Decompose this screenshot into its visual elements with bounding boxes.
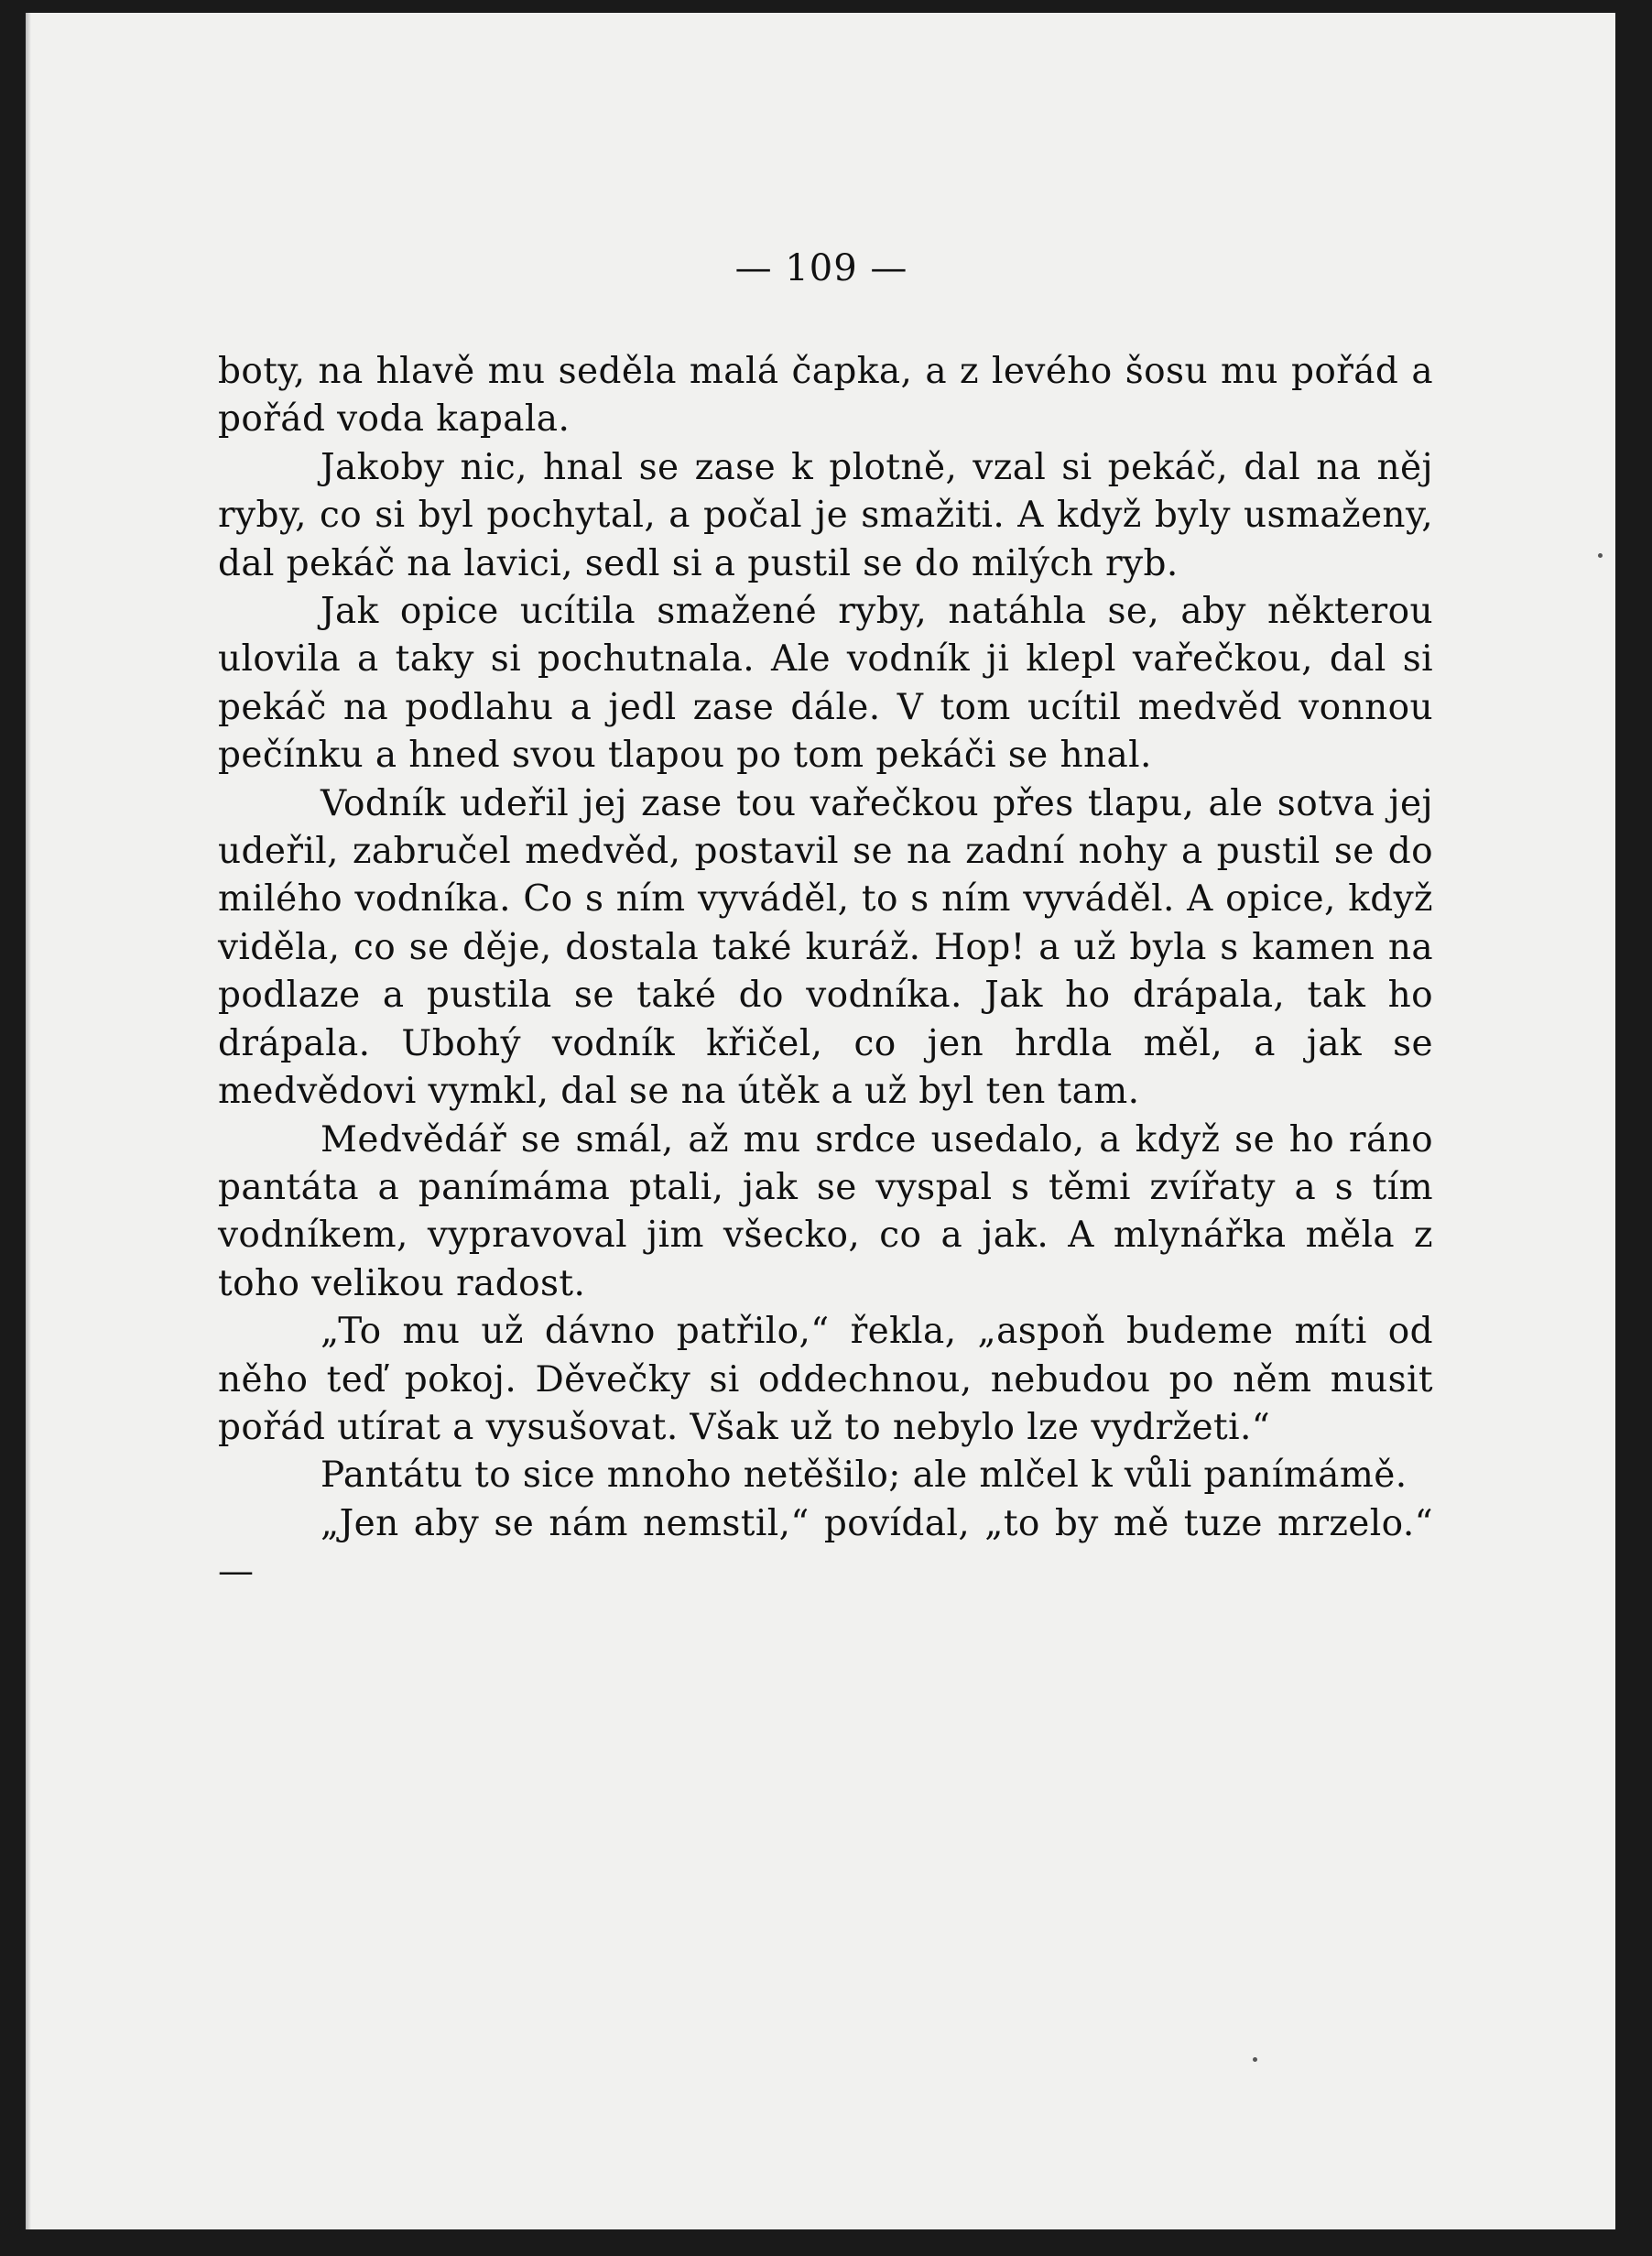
paragraph: „Jen aby se nám nemstil,“ povídal, „to by mě tuze mrzelo.“ — [218, 1502, 1433, 1593]
page-edge-shadow [26, 13, 31, 2229]
paragraph: boty, na hlavě mu seděla malá čapka, a z levého šosu mu pořád a pořád voda kapala. [218, 351, 1433, 441]
page-number: — 109 — [734, 247, 908, 289]
body-text [218, 348, 1433, 1597]
paper-speck [1598, 553, 1603, 558]
paragraph: Jak opice ucítila smažené ryby, natáhla se, aby některou ulovila a taky si pochutnala. Ale vodník ji klepl vařečkou, dal si pekáč na podlahu a jedl zase dále. V tom ucítil medvěd vonnou pečínku a hned svou tlapou po tom pekáči se hnal. [218, 591, 1433, 777]
paragraph: „To mu už dávno patřilo,“ řekla, „aspoň budeme míti od něho teď pokoj. Děvečky si oddechnou, nebudou po něm musit pořád utírat a vysušovat. Však už to nebylo lze vydržeti.“ [218, 1311, 1433, 1448]
paragraph: Medvědář se smál, až mu srdce usedalo, a když se ho ráno pantáta a panímáma ptali, jak se vyspal s těmi zvířaty a s tím vodníkem, vypravoval jim všecko, co a jak. A mlynářka měla z toho velikou radost. [218, 1118, 1433, 1304]
paper-speck [1253, 2057, 1257, 2062]
book-page [26, 13, 1615, 2229]
paragraph: Jakoby nic, hnal se zase k plotně, vzal si pekáč, dal na něj ryby, co si byl pochytal, a počal je smažiti. A když byly usmaženy, dal pekáč na lavici, sedl si a pustil se do milých ryb. [218, 446, 1433, 584]
paragraph: Vodník udeřil jej zase tou vařečkou přes tlapu, ale sotva jej udeřil, zabručel medvěd, postavil se na zadní nohy a pustil se do milého vodníka. Co s ním vyváděl, to s ním vyváděl. A opice, když viděla, co se děje, dostala také kuráž. Hop! a už byla s kamen na podlaze a pustila se také do vodníka. Jak ho drápala, tak ho drápala. Ubohý vodník křičel, co jen hrdla měl, a jak se medvědovi vymkl, dal se na útěk a už byl ten tam. [218, 782, 1433, 1113]
paragraph: Pantátu to sice mnoho netěšilo; ale mlčel k vůli panímámě. [321, 1455, 1407, 1497]
